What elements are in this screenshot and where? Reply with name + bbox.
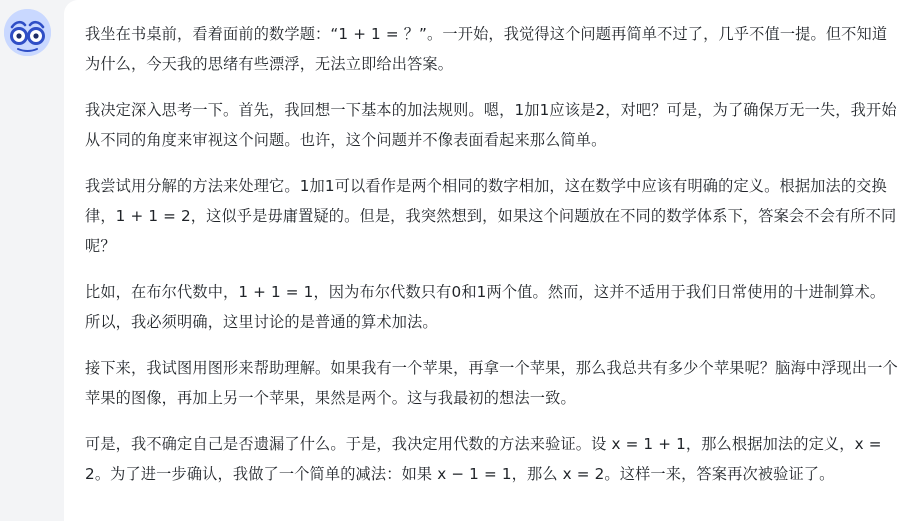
message-paragraph: 我尝试用分解的方法来处理它。1加1可以看作是两个相同的数字相加，这在数学中应该有明确的定义。根据加法的交换律，1 + 1 = 2，这似乎是毋庸置疑的。但是，我突然想到，如果这个问题放在不同的数学体系下，答案会不会有所不同呢？ (85, 177, 897, 255)
message-paragraph: 比如，在布尔代数中，1 + 1 = 1，因为布尔代数只有0和1两个值。然而，这并不适用于我们日常使用的十进制算术。所以，我必须明确，这里讨论的是普通的算术加法。 (85, 283, 886, 331)
assistant-avatar (4, 9, 51, 56)
message-paragraph: 可是，我不确定自己是否遗漏了什么。于是，我决定用代数的方法来验证。设 x = 1 + 1，那么根据加法的定义，x = 2。为了进一步确认，我做了一个简单的减法：如果 x − 1 = 1，那么 x = 2。这样一来，答案再次被验证了。 (85, 435, 887, 483)
glasses-bot-icon (4, 9, 51, 56)
assistant-message (64, 0, 922, 521)
message-paragraph: 我坐在书桌前，看着面前的数学题：“1 + 1 = ？”。一开始，我觉得这个问题再简单不过了，几乎不值一提。但不知道为什么，今天我的思绪有些漂浮，无法立即给出答案。 (85, 25, 888, 73)
message-paragraph: 接下来，我试图用图形来帮助理解。如果我有一个苹果，再拿一个苹果，那么我总共有多少个苹果呢？脑海中浮现出一个苹果的图像，再加上另一个苹果，果然是两个。这与我最初的想法一致。 (85, 359, 898, 407)
message-paragraph: 我决定深入思考一下。首先，我回想一下基本的加法规则。嗯，1加1应该是2，对吧？可是，为了确保万无一失，我开始从不同的角度来审视这个问题。也许，这个问题并不像表面看起来那么简单。 (85, 101, 897, 149)
